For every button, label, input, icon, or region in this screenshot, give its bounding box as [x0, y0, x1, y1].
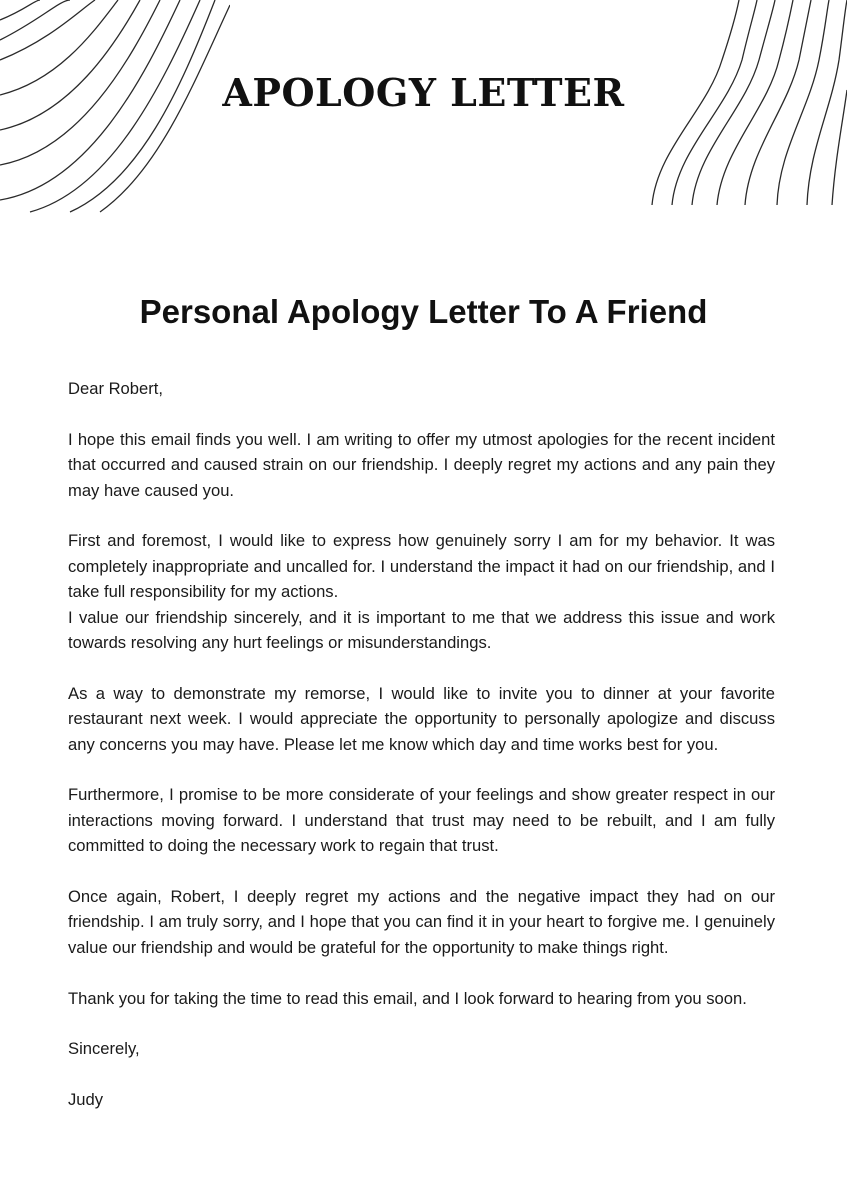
paragraph: Once again, Robert, I deeply regret my actions and the negative impact they had on our friendship. I am truly sorry, and I hope that you can find it in your heart to forgive me. I genuinely value our friendship and would be grateful for the opportunity to make things right. [68, 887, 775, 957]
salutation: Dear Robert, [68, 379, 163, 398]
banner-title: APOLOGY LETTER [222, 70, 625, 115]
document-title: Personal Apology Letter To A Friend [139, 293, 708, 330]
paragraph: I hope this email finds you well. I am writing to offer my utmost apologies for the recent incident that occurred and caused strain on our friendship. I deeply regret my actions and any pain they may have caused you. [68, 429, 775, 500]
paragraph: I value our friendship sincerely, and it is important to me that we address this issue and work towards resolving any hurt feelings or misunderstandings. [68, 607, 775, 653]
closing: Sincerely, [68, 1039, 140, 1059]
letter-body [68, 376, 775, 1113]
paragraph: Thank you for taking the time to read this email, and I look forward to hearing from you soon. [68, 988, 747, 1008]
signature: Judy [68, 1090, 104, 1110]
paragraph: As a way to demonstrate my remorse, I would like to invite you to dinner at your favorite restaurant next week. I would appreciate the opportunity to personally apologize and discuss any concerns you may have. Please let me know which day and time works best for you. [68, 683, 775, 754]
paragraph: Furthermore, I promise to be more considerate of your feelings and show greater respect in our interactions moving forward. I understand that trust may need to be rebuilt, and I am fully committed to doing the necessary work to regain that trust. [68, 785, 775, 856]
paragraph: First and foremost, I would like to express how genuinely sorry I am for my behavior. It was completely inappropriate and uncalled for. I understand the impact it had on our friendship, and I take full responsibility for my actions. [68, 531, 775, 602]
